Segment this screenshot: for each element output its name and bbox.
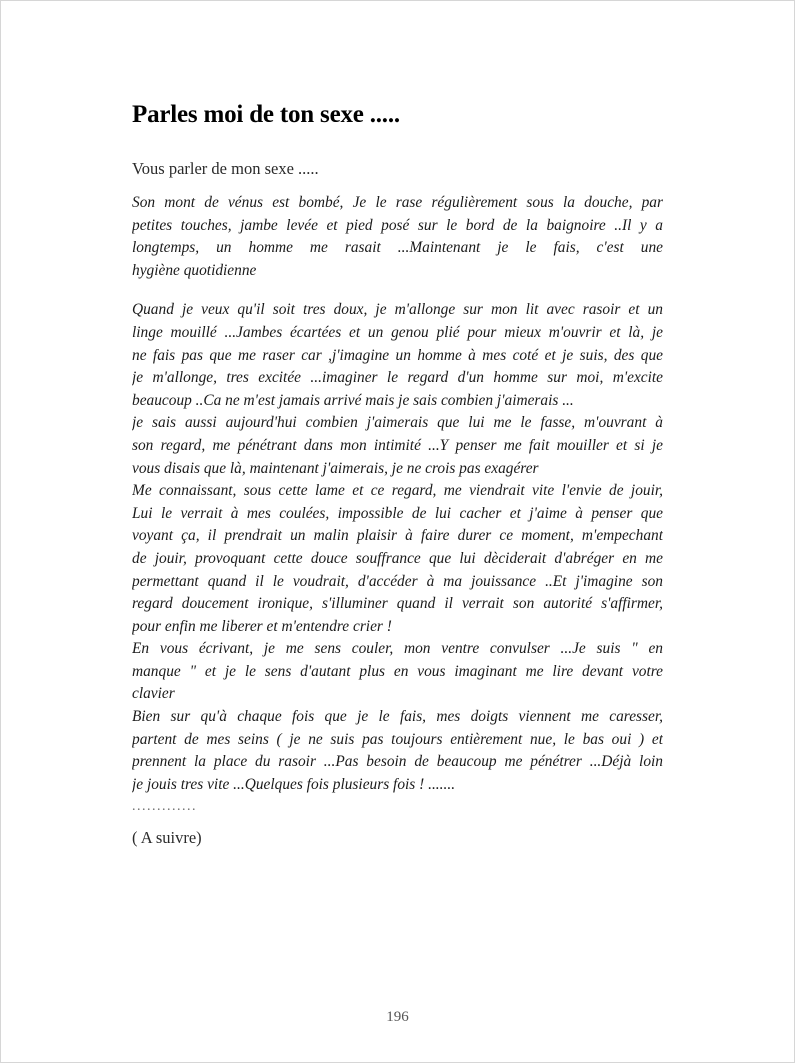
page-title: Parles moi de ton sexe ..... bbox=[132, 101, 400, 128]
text-line: partent de mes seins ( je ne suis pas toujours entièrement nue, le bas oui ) et bbox=[132, 730, 663, 748]
text-line: Quand je veux qu'il soit tres doux, je m'allonge sur mon lit avec rasoir et un bbox=[132, 301, 663, 319]
paragraph bbox=[132, 480, 663, 638]
dotted-line-paragraph bbox=[132, 796, 663, 819]
text-line: En vous écrivant, je me sens couler, mon ventre convulser ...Je suis " en bbox=[132, 640, 663, 658]
text-line: permettant quand il le voudrait, d'accéder à ma jouissance ..Et j'imagine son bbox=[132, 572, 663, 590]
text-line: je jouis tres vite ...Quelques fois plusieurs fois ! ....... bbox=[132, 775, 456, 793]
text-line: Bien sur qu'à chaque fois que je le fais, mes doigts viennent me caresser, bbox=[132, 708, 663, 726]
text-line: je m'allonge, tres excitée ...imaginer le regard d'un homme sur moi, m'excite bbox=[132, 369, 663, 387]
paragraph bbox=[132, 706, 663, 796]
intro-line: Vous parler de mon sexe ..... bbox=[132, 159, 319, 178]
text-line: longtemps, un homme me rasait ...Maintenant je le fais, c'est une bbox=[132, 239, 663, 257]
text-line: prennent la place du rasoir ...Pas besoin de beaucoup me pénétrer ...Déjà loin bbox=[132, 753, 663, 771]
text-line: clavier bbox=[132, 685, 175, 703]
text-line: Me connaissant, sous cette lame et ce regard, me viendrait vite l'envie de jouir, bbox=[132, 482, 663, 500]
text-line: pour enfin me liberer et m'entendre crier ! bbox=[132, 617, 392, 635]
paragraph bbox=[132, 192, 663, 282]
text-line: voyant ça, il prendrait un malin plaisir à faire durer ce moment, m'empechant bbox=[132, 527, 663, 545]
text-line: beaucoup ..Ca ne m'est jamais arrivé mais je sais combien j'aimerais ... bbox=[132, 391, 574, 409]
text-line: de jouir, provoquant cette douce souffrance que lui dèciderait d'abréger en me bbox=[132, 549, 663, 567]
text-line: Lui le verrait à mes coulées, impossible de lui cacher et j'aime à penser que bbox=[132, 504, 663, 522]
paragraph bbox=[132, 299, 663, 412]
page-content bbox=[1, 1, 794, 849]
paragraph bbox=[132, 412, 663, 480]
text-line: manque " et je le sens d'autant plus en vous imaginant me lire devant votre bbox=[132, 662, 663, 680]
text-line: je sais aussi aujourd'hui combien j'aimerais que lui me le fasse, m'ouvrant à bbox=[132, 414, 663, 432]
body-text bbox=[132, 192, 663, 819]
text-line: petites touches, jambe levée et pied posé sur le bord de la baignoire ..Il y a bbox=[132, 216, 663, 234]
text-line: Son mont de vénus est bombé, Je le rase régulièrement sous la douche, par bbox=[132, 194, 663, 211]
closing-line: ( A suivre) bbox=[132, 828, 202, 848]
text-line: ne fais pas que me raser car ,j'imagine un homme à mes coté et je suis, des que bbox=[132, 346, 663, 364]
text-line: linge mouillé ...Jambes écartées et un genou plié pour mieux m'ouvrir et là, je bbox=[132, 323, 663, 341]
paragraph bbox=[132, 638, 663, 706]
text-line: vous disais que là, maintenant j'aimerais, je ne crois pas exagérer bbox=[132, 459, 539, 477]
page-number: 196 bbox=[386, 1009, 409, 1025]
text-line: son regard, me pénétrant dans mon intimité ...Y penser me fait mouiller et si je bbox=[132, 436, 663, 454]
text-line: ............. bbox=[132, 799, 197, 815]
text-line: regard doucement ironique, s'illuminer quand il verrait son autorité s'affirmer, bbox=[132, 595, 663, 613]
text-line: hygiène quotidienne bbox=[132, 261, 257, 279]
